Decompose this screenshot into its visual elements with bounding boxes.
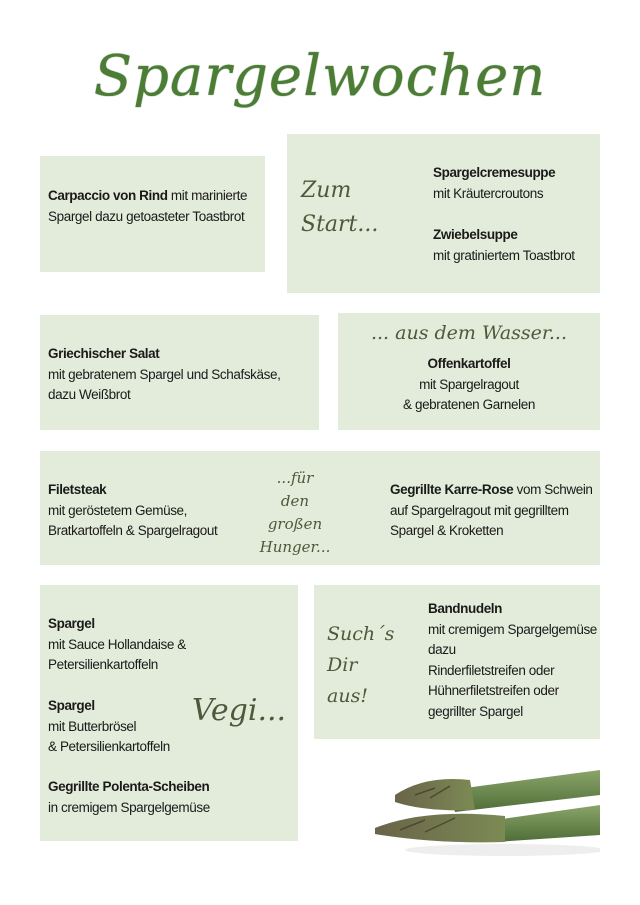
asparagus-image	[355, 750, 600, 858]
menu-item: Zwiebelsuppe mit gratiniertem Toastbrot	[433, 227, 575, 263]
section-label: Zum Start...	[301, 178, 379, 237]
water-box	[338, 313, 600, 430]
hunger-box	[40, 451, 600, 565]
menu-item: Offenkartoffel mit Spargelragout & gebratenen Garnelen	[403, 356, 535, 412]
section-label: ...für den großen Hunger...	[259, 469, 331, 556]
start-box	[287, 134, 600, 293]
page-title: Spargelwochen	[93, 44, 547, 109]
choose-box	[314, 585, 600, 739]
menu-item: Gegrillte Karre-Rose vom Schwein auf Spargelragout mit gegrilltem Spargel & Kroketten	[390, 482, 593, 538]
menu-item: Spargel mit Butterbrösel & Petersilienkartoffeln	[48, 698, 170, 754]
menu-item: Carpaccio von Rind mit marinierte Spargel dazu getoasteter Toastbrot	[48, 188, 248, 224]
section-label: ... aus dem Wasser...	[370, 322, 568, 344]
menu-item: Filetsteak mit geröstetem Gemüse, Bratkartoffeln & Spargelragout	[48, 482, 218, 538]
vegi-box	[40, 585, 298, 841]
salad-box	[40, 315, 319, 430]
section-label: Such´s Dir aus!	[327, 623, 395, 707]
menu-item: Gegrillte Polenta-Scheiben in cremigem Spargelgemüse	[48, 779, 210, 815]
menu-item: Spargel mit Sauce Hollandaise & Petersilienkartoffeln	[48, 616, 186, 672]
section-label: Vegi...	[192, 693, 287, 728]
menu-item: Griechischer Salat mit gebratenem Spargel und Schafskäse, dazu Weißbrot	[48, 346, 281, 402]
menu-item: Bandnudeln mit cremigem Spargelgemüse dazu Rinderfiletstreifen oder Hühnerfiletstreifen oder gegrillter Spargel	[428, 601, 597, 719]
menu-item: Spargelcremesuppe mit Kräutercroutons	[433, 165, 556, 201]
carpaccio-box	[40, 156, 265, 272]
